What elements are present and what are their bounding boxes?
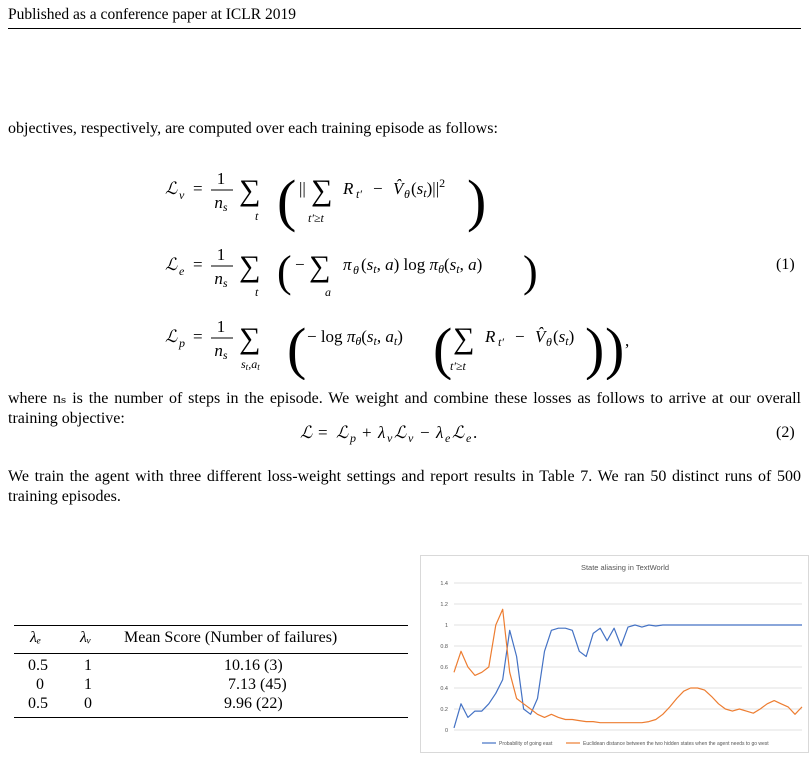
svg-text:ℒ: ℒ — [165, 255, 178, 275]
svg-text:∑: ∑ — [239, 174, 261, 207]
y-tick-label: 0 — [444, 728, 448, 734]
table-cell: 1 — [84, 676, 92, 693]
svg-text:R: R — [485, 327, 496, 346]
svg-text:||: || — [299, 179, 306, 198]
header-mean-score: Mean Score (Number of failures) — [124, 629, 338, 646]
svg-text:(st, a) log πθ(st, a): (st, a) log πθ(st, a) — [361, 255, 483, 276]
svg-text:ℒ: ℒ — [300, 423, 313, 443]
table-cell: 0 — [84, 695, 92, 712]
svg-text:+: + — [362, 423, 372, 442]
legend-label: Probability of going east — [499, 741, 553, 747]
svg-text:e: e — [179, 264, 185, 278]
svg-text:θ: θ — [353, 263, 359, 277]
svg-text:ℒ: ℒ — [452, 423, 465, 443]
svg-text:(st)||2: $(st)||^2$ — [411, 176, 446, 200]
svg-text:−: − — [373, 179, 383, 198]
svg-text:∑: ∑ — [239, 250, 261, 283]
svg-text:−: − — [515, 327, 525, 346]
equation-2-number: (2) — [776, 424, 795, 441]
svg-text:st,at: st,at — [241, 357, 260, 372]
equation-2-svg — [290, 420, 550, 446]
svg-text:ℒ: ℒ — [165, 179, 178, 199]
table-cell: 0.5 — [28, 695, 48, 712]
table-cell: 0.5 — [28, 657, 48, 674]
y-tick-label: 1 — [444, 623, 448, 629]
svg-text:1: 1 — [216, 317, 226, 336]
y-tick-label: 0.8 — [440, 644, 448, 650]
svg-text:=: = — [193, 179, 203, 198]
svg-text:−: − — [420, 423, 430, 442]
equation-1-svg — [165, 150, 805, 380]
svg-text:(: ( — [287, 316, 307, 380]
svg-text:ns: ns — [214, 269, 228, 290]
table-cell: 7.13 (45) — [228, 676, 287, 693]
svg-text:θ: θ — [546, 335, 552, 349]
svg-text:∑: ∑ — [311, 174, 333, 207]
table-bottom-rule — [14, 717, 408, 718]
svg-text:p: p — [179, 336, 185, 350]
svg-text:(: ( — [277, 168, 297, 233]
svg-text:): ) — [523, 247, 538, 296]
svg-text:e: e — [466, 431, 472, 445]
where-paragraph-text: where nₛ is the number of steps in the episode. We weight and combine these losses as follows to arrive at our overall training objective: — [8, 390, 801, 427]
table-cell: 0 — [36, 676, 44, 693]
svg-text:e: e — [445, 431, 451, 445]
svg-text:=: = — [318, 423, 328, 442]
table-cell: 1 — [84, 657, 92, 674]
svg-text:=: = — [193, 327, 203, 346]
svg-text:=: = — [193, 255, 203, 274]
svg-text:v: v — [179, 188, 185, 202]
svg-text:t: t — [255, 285, 259, 299]
y-tick-label: 1.2 — [440, 602, 448, 608]
svg-text:V̂: V̂ — [393, 179, 404, 198]
y-tick-label: 0.6 — [440, 665, 448, 671]
equation-1-block — [165, 150, 805, 380]
svg-text:− log πθ(st, at): − log πθ(st, at) — [307, 327, 403, 348]
svg-text:ℒ: ℒ — [394, 423, 407, 443]
svg-text:v: v — [408, 431, 414, 445]
svg-text:λ: λ — [436, 423, 444, 442]
svg-text:∑: ∑ — [309, 250, 331, 283]
y-tick-label: 0.4 — [440, 686, 448, 692]
svg-text:p: p — [350, 431, 356, 445]
svg-text:t′: t′ — [498, 335, 504, 349]
svg-text:ℒ: ℒ — [165, 327, 178, 347]
svg-text:): ) — [605, 316, 625, 380]
svg-text:v: v — [387, 431, 393, 445]
table-cell: 10.16 (3) — [224, 657, 283, 674]
equation-2 — [290, 420, 550, 446]
legend-label: Euclidean distance between the two hidden states when the agent needs to go west — [583, 741, 769, 747]
svg-text:): ) — [467, 168, 487, 233]
svg-text:.: . — [473, 423, 478, 442]
svg-text:1: 1 — [216, 169, 226, 188]
svg-text:λ: λ — [378, 423, 386, 442]
chart-title: State aliasing in TextWorld — [580, 563, 670, 572]
equation-1-number: (1) — [776, 256, 795, 273]
table-mid-rule — [14, 653, 408, 654]
y-tick-label: 1.4 — [440, 581, 448, 587]
svg-text:ns: ns — [214, 193, 228, 214]
svg-text:ns: ns — [214, 341, 228, 362]
svg-text:−: − — [295, 255, 305, 274]
svg-text:(: ( — [433, 316, 453, 380]
header-rule — [8, 28, 801, 29]
svg-text:R: R — [343, 179, 354, 198]
svg-text:V̂: V̂ — [535, 327, 546, 346]
table-cell: 9.96 (22) — [224, 695, 283, 712]
header-lambda-e: λₑ — [30, 629, 42, 646]
table-top-rule — [14, 625, 408, 626]
y-tick-label: 0.2 — [440, 707, 448, 713]
svg-text:,: , — [625, 331, 630, 350]
svg-text:t′: t′ — [356, 187, 362, 201]
svg-text:1: 1 — [216, 245, 226, 264]
svg-text:θ: θ — [404, 187, 410, 201]
intro-paragraph: objectives, respectively, are computed over each training episode as follows: — [8, 120, 498, 137]
svg-text:t′≥t: t′≥t — [450, 359, 466, 373]
svg-text:t′≥t: t′≥t — [308, 211, 324, 225]
svg-text:∑: ∑ — [239, 322, 261, 355]
svg-text:t: t — [255, 209, 259, 223]
header-lambda-v: λᵥ — [80, 629, 92, 646]
running-header: Published as a conference paper at ICLR 2019 — [8, 6, 296, 23]
svg-text:(: ( — [277, 247, 292, 296]
chart-svg — [420, 555, 809, 753]
state-aliasing-chart — [420, 555, 809, 753]
svg-text:(st): (st) — [553, 327, 575, 348]
svg-text:π: π — [343, 255, 352, 274]
train-paragraph: We train the agent with three different loss-weight settings and report results in Table 7. We ran 50 distinct runs of 500 training episodes. — [8, 468, 801, 505]
svg-text:): ) — [585, 316, 605, 380]
svg-text:∑: ∑ — [453, 322, 475, 355]
svg-text:a: a — [325, 285, 331, 299]
svg-text:ℒ: ℒ — [336, 423, 349, 443]
